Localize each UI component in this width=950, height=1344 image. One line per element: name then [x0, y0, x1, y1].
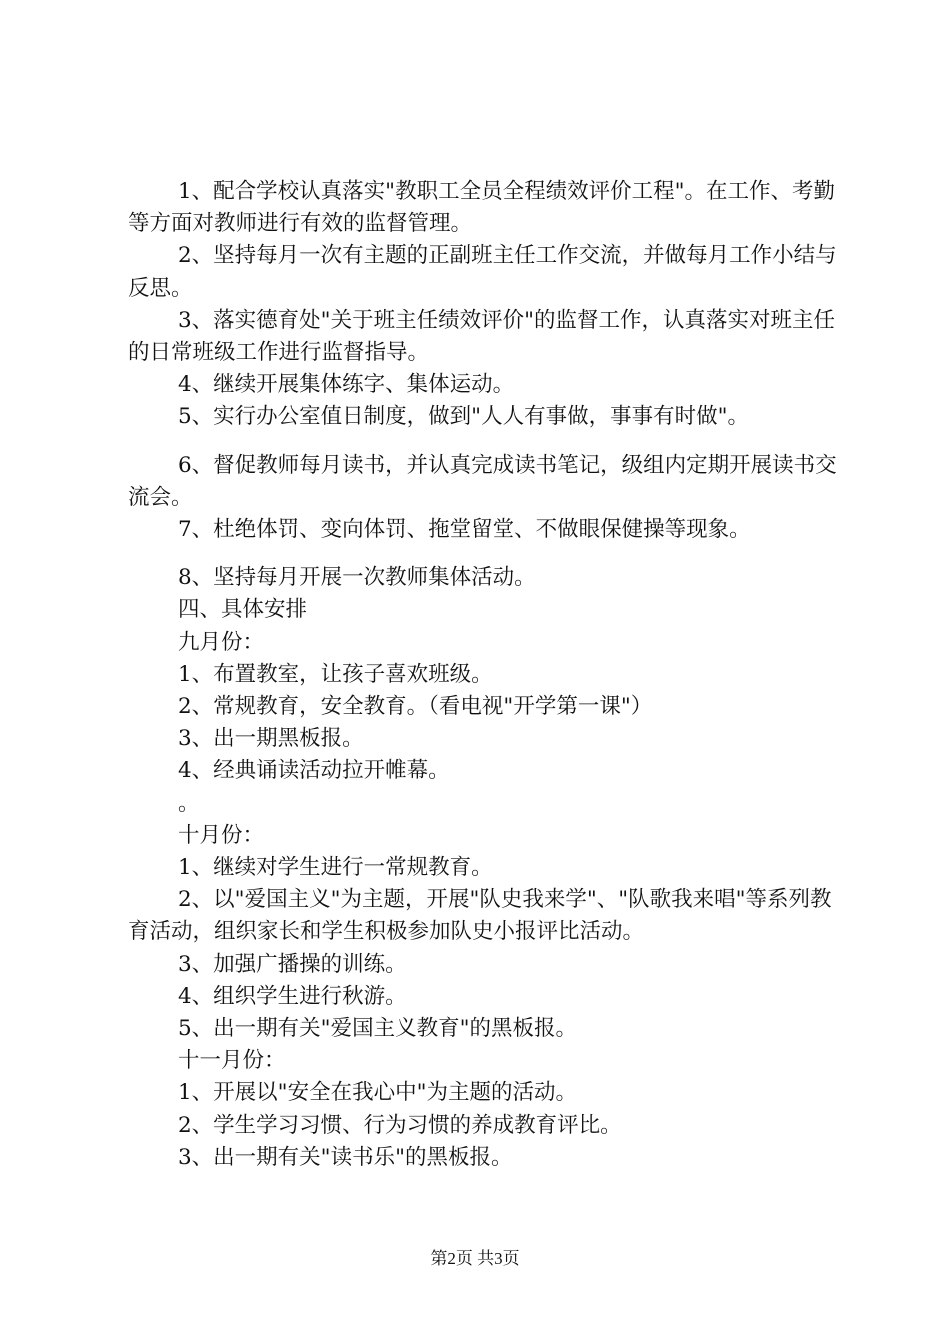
list-item: 1、布置教室，让孩子喜欢班级。: [178, 661, 493, 687]
list-item: 3、加强广播操的训练。: [178, 951, 407, 977]
list-item: 3、出一期黑板报。: [178, 726, 364, 752]
section-heading: 四、具体安排: [178, 597, 308, 623]
month-heading: 九月份：: [178, 629, 265, 655]
stray-punctuation: 。: [178, 790, 200, 816]
list-item: 2、以"爱国主义"为主题，开展"队史我来学"、"队歌我来唱"等系列教育活动，组织家长和学生积极参加队史小报评比活动。: [128, 887, 832, 945]
list-item: 1、开展以"安全在我心中"为主题的活动。: [178, 1080, 577, 1106]
list-item: 4、组织学生进行秋游。: [178, 983, 407, 1009]
list-item: 3、出一期有关"读书乐"的黑板报。: [178, 1144, 513, 1170]
month-heading: 十一月份：: [178, 1048, 286, 1074]
list-item: 4、经典诵读活动拉开帷幕。: [178, 758, 450, 784]
month-heading: 十月份：: [178, 822, 265, 848]
list-item: 2、常规教育，安全教育。（看电视"开学第一课"）: [178, 694, 653, 720]
paragraph: 2、坚持每月一次有主题的正副班主任工作交流，并做每月工作小结与反思。: [128, 243, 837, 301]
document-body: [128, 176, 848, 1174]
list-item: 2、学生学习习惯、行为习惯的养成教育评比。: [178, 1112, 622, 1138]
paragraph: 1、配合学校认真落实"教职工全员全程绩效评价工程"。在工作、考勤等方面对教师进行有效的监督管理。: [128, 179, 835, 237]
list-item: 1、继续对学生进行一常规教育。: [178, 855, 493, 881]
paragraph: 4、继续开展集体练字、集体运动。: [178, 372, 515, 398]
paragraph: 8、坚持每月开展一次教师集体活动。: [178, 565, 536, 591]
paragraph: 6、督促教师每月读书，并认真完成读书笔记，级组内定期开展读书交流会。: [128, 452, 837, 510]
paragraph: 7、杜绝体罚、变向体罚、拖堂留堂、不做眼保健操等现象。: [178, 517, 751, 543]
paragraph: 3、落实德育处"关于班主任绩效评价"的监督工作，认真落实对班主任的日常班级工作进行监督指导。: [128, 307, 835, 366]
list-item: 5、出一期有关"爱国主义教育"的黑板报。: [178, 1016, 577, 1042]
paragraph: 5、实行办公室值日制度，做到"人人有事做，事事有时做"。: [178, 404, 749, 430]
page-footer: 第2页 共3页: [430, 1249, 520, 1268]
